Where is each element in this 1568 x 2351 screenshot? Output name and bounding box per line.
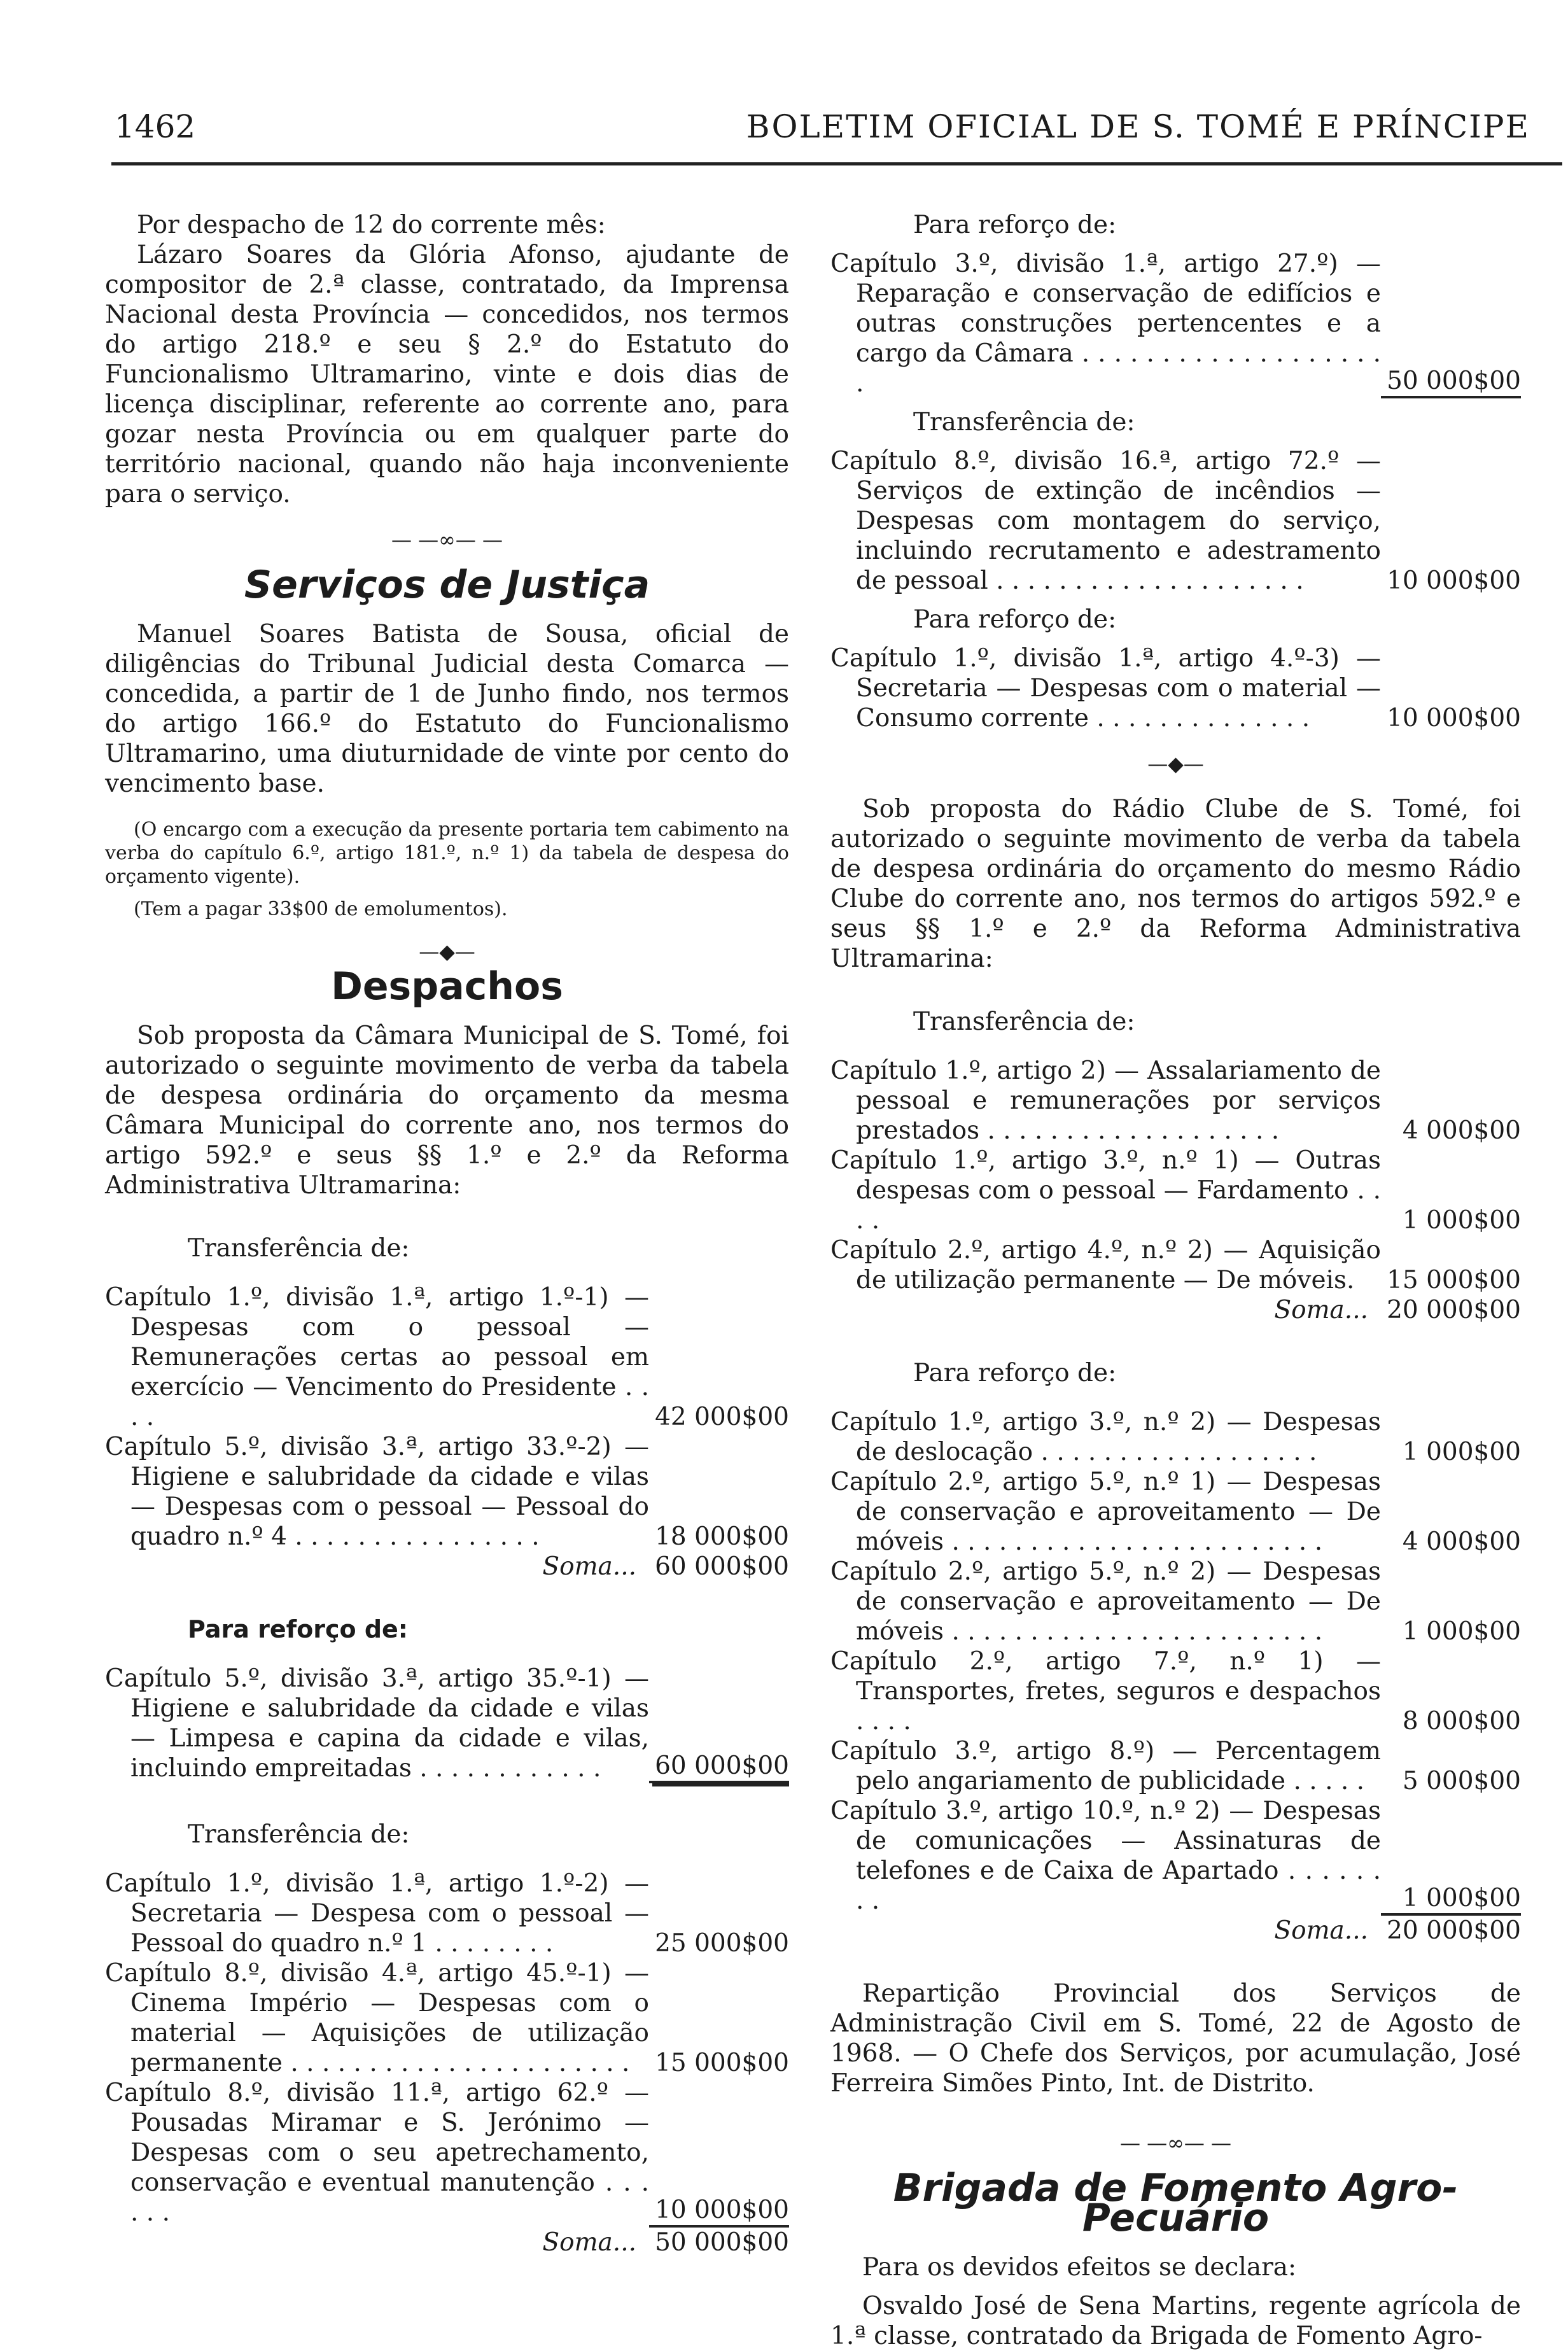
transferencia-heading: Transferência de: bbox=[188, 1234, 410, 1263]
budget-entry bbox=[830, 1146, 1521, 1235]
reparticao-paragraph: Repartição Provincial dos Serviços de Administração Civil em S. Tomé, 22 de Agosto de 1968. — O Chefe dos Serviços, por acumulação, José Ferreira Simões Pinto, Int. de Distrito. bbox=[830, 1979, 1521, 2098]
entry-amount: 1 000$00 bbox=[1402, 1617, 1521, 1646]
divider: —◆— bbox=[1147, 752, 1204, 776]
budget-entry bbox=[105, 1282, 789, 1432]
entry-amount: 5 000$00 bbox=[1402, 1767, 1521, 1795]
budget-entry bbox=[830, 1796, 1521, 1916]
entry-description: Capítulo 3.º, divisão 1.ª, artigo 27.º) — Reparação e conservação de edifícios e outras construções pertencentes e a cargo da Câmara . . . . . . . . . . . . . . . . . . . . bbox=[830, 249, 1381, 398]
header-rule bbox=[111, 162, 1562, 165]
budget-entry bbox=[830, 1056, 1521, 1146]
soma-amount: 20 000$00 bbox=[1387, 1916, 1521, 1945]
right-column bbox=[830, 210, 1521, 2351]
entry-description: Capítulo 3.º, artigo 10.º, n.º 2) — Despesas de comunicações — Assinaturas de telefones e de Caixa de Apartado . . . . . . . . bbox=[830, 1797, 1381, 1915]
entry-description: Capítulo 5.º, divisão 3.ª, artigo 35.º-1) — Higiene e salubridade da cidade e vilas — Limpesa e capina da cidade e vilas, incluindo empreitadas . . . . . . . . . . . . bbox=[105, 1664, 649, 1783]
section-title-justica: Serviços de Justiça bbox=[244, 563, 650, 607]
entry-amount: 4 000$00 bbox=[1402, 1527, 1521, 1556]
entry-amount: 15 000$00 bbox=[1387, 1266, 1521, 1295]
entry-description: Capítulo 1.º, divisão 1.ª, artigo 4.º-3) — Secretaria — Despesas com o material — Consumo corrente . . . . . . . . . . . . . . bbox=[830, 644, 1381, 733]
emolumentos-note: (Tem a pagar 33$00 de emolumentos). bbox=[134, 898, 508, 920]
osvaldo-paragraph: Osvaldo José de Sena Martins, regente agrícola de 1.ª classe, contratado da Brigada de Fomento Agro- bbox=[830, 2292, 1521, 2350]
reforco-heading: Para reforço de: bbox=[913, 1359, 1117, 1387]
entry-amount: 1 000$00 bbox=[1402, 1438, 1521, 1466]
entry-amount: 60 000$00 bbox=[649, 1751, 789, 1783]
budget-entry bbox=[830, 643, 1521, 733]
entry-description: Capítulo 2.º, artigo 7.º, n.º 1) — Transportes, fretes, seguros e despachos . . . . bbox=[830, 1647, 1381, 1736]
entry-description: Capítulo 1.º, artigo 2) — Assalariamento de pessoal e remunerações por serviços prestados . . . . . . . . . . . . . . . . . . . bbox=[830, 1056, 1381, 1145]
entry-amount: 50 000$00 bbox=[1381, 366, 1521, 398]
entry-amount: 8 000$00 bbox=[1402, 1707, 1521, 1736]
budget-entry bbox=[830, 1736, 1521, 1796]
soma-amount: 60 000$00 bbox=[655, 1552, 789, 1581]
page-number: 1462 bbox=[115, 108, 196, 145]
entry-amount: 10 000$00 bbox=[1387, 566, 1521, 595]
budget-entry bbox=[830, 1646, 1521, 1736]
budget-entry bbox=[105, 1869, 789, 1958]
soma-label: Soma... bbox=[542, 1552, 636, 1581]
entry-description: Capítulo 2.º, artigo 5.º, n.º 2) — Despesas de conservação e aproveitamento — De móveis . . . . . . . . . . . . . . . . . . . . . . . . bbox=[830, 1557, 1381, 1646]
reforco-heading: Para reforço de: bbox=[913, 605, 1117, 634]
radio-paragraph: Sob proposta do Rádio Clube de S. Tomé, foi autorizado o seguinte movimento de verba da tabela de despesa ordinária do orçamento do mesmo Rádio Clube do corrente ano, nos termos do artigos 592.º e seus §§ 1.º e 2.º da Reforma Administrativa Ultramarina: bbox=[830, 795, 1521, 973]
entry-description: Capítulo 5.º, divisão 3.ª, artigo 33.º-2) — Higiene e salubridade da cidade e vilas — Despesas com o pessoal — Pessoal do quadro n.º 4 . . . . . . . . . . . . . . . . bbox=[105, 1433, 649, 1551]
entry-amount: 18 000$00 bbox=[655, 1522, 789, 1551]
entry-amount: 42 000$00 bbox=[655, 1403, 789, 1431]
left-column bbox=[105, 210, 789, 2257]
divider: — —∞— — bbox=[391, 528, 503, 552]
budget-entry bbox=[830, 446, 1521, 596]
entry-description: Capítulo 1.º, artigo 3.º, n.º 1) — Outras despesas com o pessoal — Fardamento . . . . bbox=[830, 1146, 1381, 1235]
entry-description: Capítulo 1.º, divisão 1.ª, artigo 1.º-2) — Secretaria — Despesa com o pessoal — Pessoal do quadro n.º 1 . . . . . . . . bbox=[105, 1869, 649, 1958]
soma-amount: 20 000$00 bbox=[1387, 1296, 1521, 1324]
budget-entry bbox=[105, 2078, 789, 2228]
soma-row bbox=[105, 1552, 789, 1582]
entry-amount: 10 000$00 bbox=[649, 2195, 789, 2228]
budget-entry bbox=[830, 1235, 1521, 1295]
budget-entry bbox=[830, 1557, 1521, 1646]
budget-entry bbox=[830, 1407, 1521, 1467]
budget-entry bbox=[830, 249, 1521, 398]
entry-description: Capítulo 8.º, divisão 4.ª, artigo 45.º-1) — Cinema Império — Despesas com o material — Aquisições de utilização permanente . . . . . . . . . . . . . . . . . . . . . . bbox=[105, 1959, 649, 2077]
entry-description: Capítulo 2.º, artigo 5.º, n.º 1) — Despesas de conservação e aproveitamento — De móveis . . . . . . . . . . . . . . . . . . . . . . . . bbox=[830, 1468, 1381, 1556]
manuel-paragraph: Manuel Soares Batista de Sousa, oficial de diligências do Tribunal Judicial desta Comarca — concedida, a partir de 1 de Junho findo, nos termos do artigo 166.º do Estatuto do Funcionalismo Ultramarino, uma diuturnidade de vinte por cento do vencimento base. bbox=[105, 620, 789, 798]
divider: —◆— bbox=[419, 939, 475, 964]
entry-amount: 25 000$00 bbox=[655, 1929, 789, 1958]
entry-description: Capítulo 1.º, divisão 1.ª, artigo 1.º-1) — Despesas com o pessoal — Remunerações certas ao pessoal em exercício — Vencimento do Presidente . . . . bbox=[105, 1283, 649, 1431]
soma-row bbox=[830, 1295, 1521, 1325]
transferencia-heading: Transferência de: bbox=[913, 1007, 1135, 1036]
soma-label: Soma... bbox=[542, 2228, 636, 2257]
soma-row bbox=[830, 1916, 1521, 1946]
transferencia-heading: Transferência de: bbox=[188, 1820, 410, 1849]
encargo-note: (O encargo com a execução da presente portaria tem cabimento na verba do capítulo 6.º, artigo 181.º, n.º 1) da tabela de despesa do orçamento vigente). bbox=[105, 818, 789, 888]
transferencia-heading: Transferência de: bbox=[913, 408, 1135, 437]
entry-amount: 15 000$00 bbox=[655, 2049, 789, 2077]
entry-description: Capítulo 3.º, artigo 8.º) — Percentagem pelo angariamento de publicidade . . . . . bbox=[830, 1737, 1381, 1795]
entry-description: Capítulo 8.º, divisão 16.ª, artigo 72.º — Serviços de extinção de incêndios — Despesas com montagem do serviço, incluindo recrutamento e adestramento de pessoal . . . . . . . . . . . . . . . . . . . . bbox=[830, 447, 1381, 595]
despacho-intro: Por despacho de 12 do corrente mês: bbox=[137, 211, 606, 239]
divider: — —∞— — bbox=[1120, 2131, 1231, 2155]
entry-description: Capítulo 1.º, artigo 3.º, n.º 2) — Despesas de deslocação . . . . . . . . . . . . . . . . . . bbox=[830, 1408, 1381, 1466]
soma-label: Soma... bbox=[1274, 1296, 1368, 1324]
budget-entry bbox=[105, 1664, 789, 1783]
entry-description: Capítulo 8.º, divisão 11.ª, artigo 62.º — Pousadas Miramar e S. Jerónimo — Despesas com o seu apetrechamento, conservação e eventual manutenção . . . . . . bbox=[105, 2079, 649, 2227]
soma-row bbox=[105, 2228, 789, 2257]
entry-description: Capítulo 2.º, artigo 4.º, n.º 2) — Aquisição de utilização permanente — De móveis. bbox=[830, 1236, 1381, 1295]
reforco-heading: Para reforço de: bbox=[188, 1615, 409, 1643]
budget-entry bbox=[830, 1467, 1521, 1557]
section-title-brigada: Brigada de Fomento Agro-Pecuário bbox=[893, 2166, 1459, 2240]
entry-amount: 4 000$00 bbox=[1402, 1116, 1521, 1145]
soma-label: Soma... bbox=[1274, 1916, 1368, 1945]
soma-amount: 50 000$00 bbox=[655, 2228, 789, 2257]
budget-entry bbox=[105, 1432, 789, 1552]
reforco-heading: Para reforço de: bbox=[913, 211, 1117, 239]
budget-entry bbox=[105, 1958, 789, 2078]
entry-amount: 1 000$00 bbox=[1402, 1206, 1521, 1235]
brigada-intro: Para os devidos efeitos se declara: bbox=[862, 2253, 1297, 2282]
lazaro-paragraph: Lázaro Soares da Glória Afonso, ajudante de compositor de 2.ª classe, contratado, da Imprensa Nacional desta Província — concedidos, nos termos do artigo 218.º e seu § 2.º do Estatuto do Funcionalismo Ultramarino, vinte e dois dias de licença disciplinar, referente ao corrente ano, para gozar nesta Província ou em qualquer parte do território nacional, quando não haja inconveniente para o serviço. bbox=[105, 241, 789, 509]
camara-paragraph: Sob proposta da Câmara Municipal de S. Tomé, foi autorizado o seguinte movimento de verba da tabela de despesa ordinária do orçamento da mesma Câmara Municipal do corrente ano, nos termos do artigo 592.º e seus §§ 1.º e 2.º da Reforma Administrativa Ultramarina: bbox=[105, 1021, 789, 1200]
entry-amount: 1 000$00 bbox=[1381, 1883, 1521, 1916]
section-title-despachos: Despachos bbox=[331, 964, 563, 1009]
running-title: BOLETIM OFICIAL DE S. TOMÉ E PRÍNCIPE bbox=[746, 108, 1530, 145]
entry-amount: 10 000$00 bbox=[1387, 704, 1521, 733]
